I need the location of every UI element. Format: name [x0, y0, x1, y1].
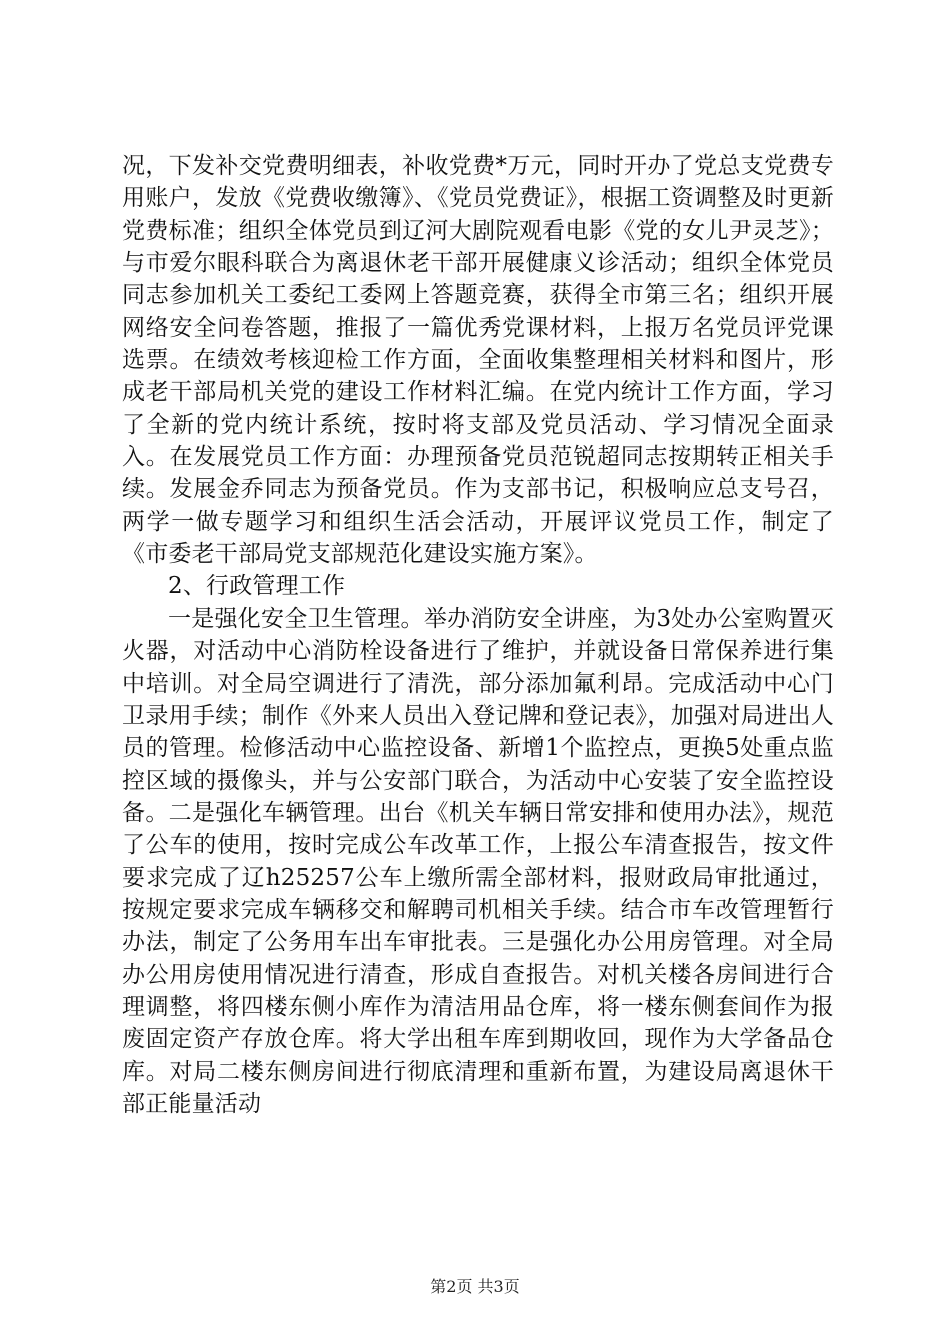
paragraph-administration-details: 一是强化安全卫生管理。举办消防安全讲座，为3处办公室购置灭火器，对活动中心消防栓设备进行了维护，并就设备日常保养进行集中培训。对全局空调进行了清洗，部分添加氟利昂。完成活动中心门卫录用手续；制作《外来人员出入登记牌和登记表》，加强对局进出人员的管理。检修活动中心监控设备、新增1个监控点，更换5处重点监控区域的摄像头，并与公安部门联合，为活动中心安装了安全监控设备。二是强化车辆管理。出台《机关车辆日常安排和使用办法》，规范了公车的使用，按时完成公车改革工作，上报公车清查报告，按文件要求完成了辽h25257公车上缴所需全部材料，报财政局审批通过，按规定要求完成车辆移交和解聘司机相关手续。结合市车改管理暂行办法，制定了公务用车出车审批表。三是强化办公用房管理。对全局办公用房使用情况进行清查，形成自查报告。对机关楼各房间进行合理调整，将四楼东侧小库作为清洁用品仓库，将一楼东侧套间作为报废固定资产存放仓库。将大学出租车库到期收回，现作为大学备品仓库。对局二楼东侧房间进行彻底清理和重新布置，为建设局离退休干部正能量活动	[122, 605, 834, 1117]
page-number-footer: 第2页 共3页	[430, 1277, 520, 1296]
section-heading-administration: 2、行政管理工作	[168, 573, 346, 600]
document-body	[122, 150, 834, 1120]
paragraph-party-fees-continued: 况，下发补交党费明细表，补收党费*万元，同时开办了党总支党费专用账户，发放《党费收缴簿》、《党员党费证》，根据工资调整及时更新党费标准；组织全体党员到辽河大剧院观看电影《党的女儿尹灵芝》；与市爱尔眼科联合为离退休老干部开展健康义诊活动；组织全体党员同志参加机关工委纪工委网上答题竞赛，获得全市第三名；组织开展网络安全问卷答题，推报了一篇优秀党课材料，上报万名党员评党课选票。在绩效考核迎检工作方面，全面收集整理相关材料和图片，形成老干部局机关党的建设工作材料汇编。在党内统计工作方面，学习了全新的党内统计系统，按时将支部及党员活动、学习情况全面录入。在发展党员工作方面：办理预备党员范锐超同志按期转正相关手续。发展金乔同志为预备党员。作为支部书记，积极响应总支号召，两学一做专题学习和组织生活会活动，开展评议党员工作，制定了《市委老干部局党支部规范化建设实施方案》。	[122, 153, 834, 568]
